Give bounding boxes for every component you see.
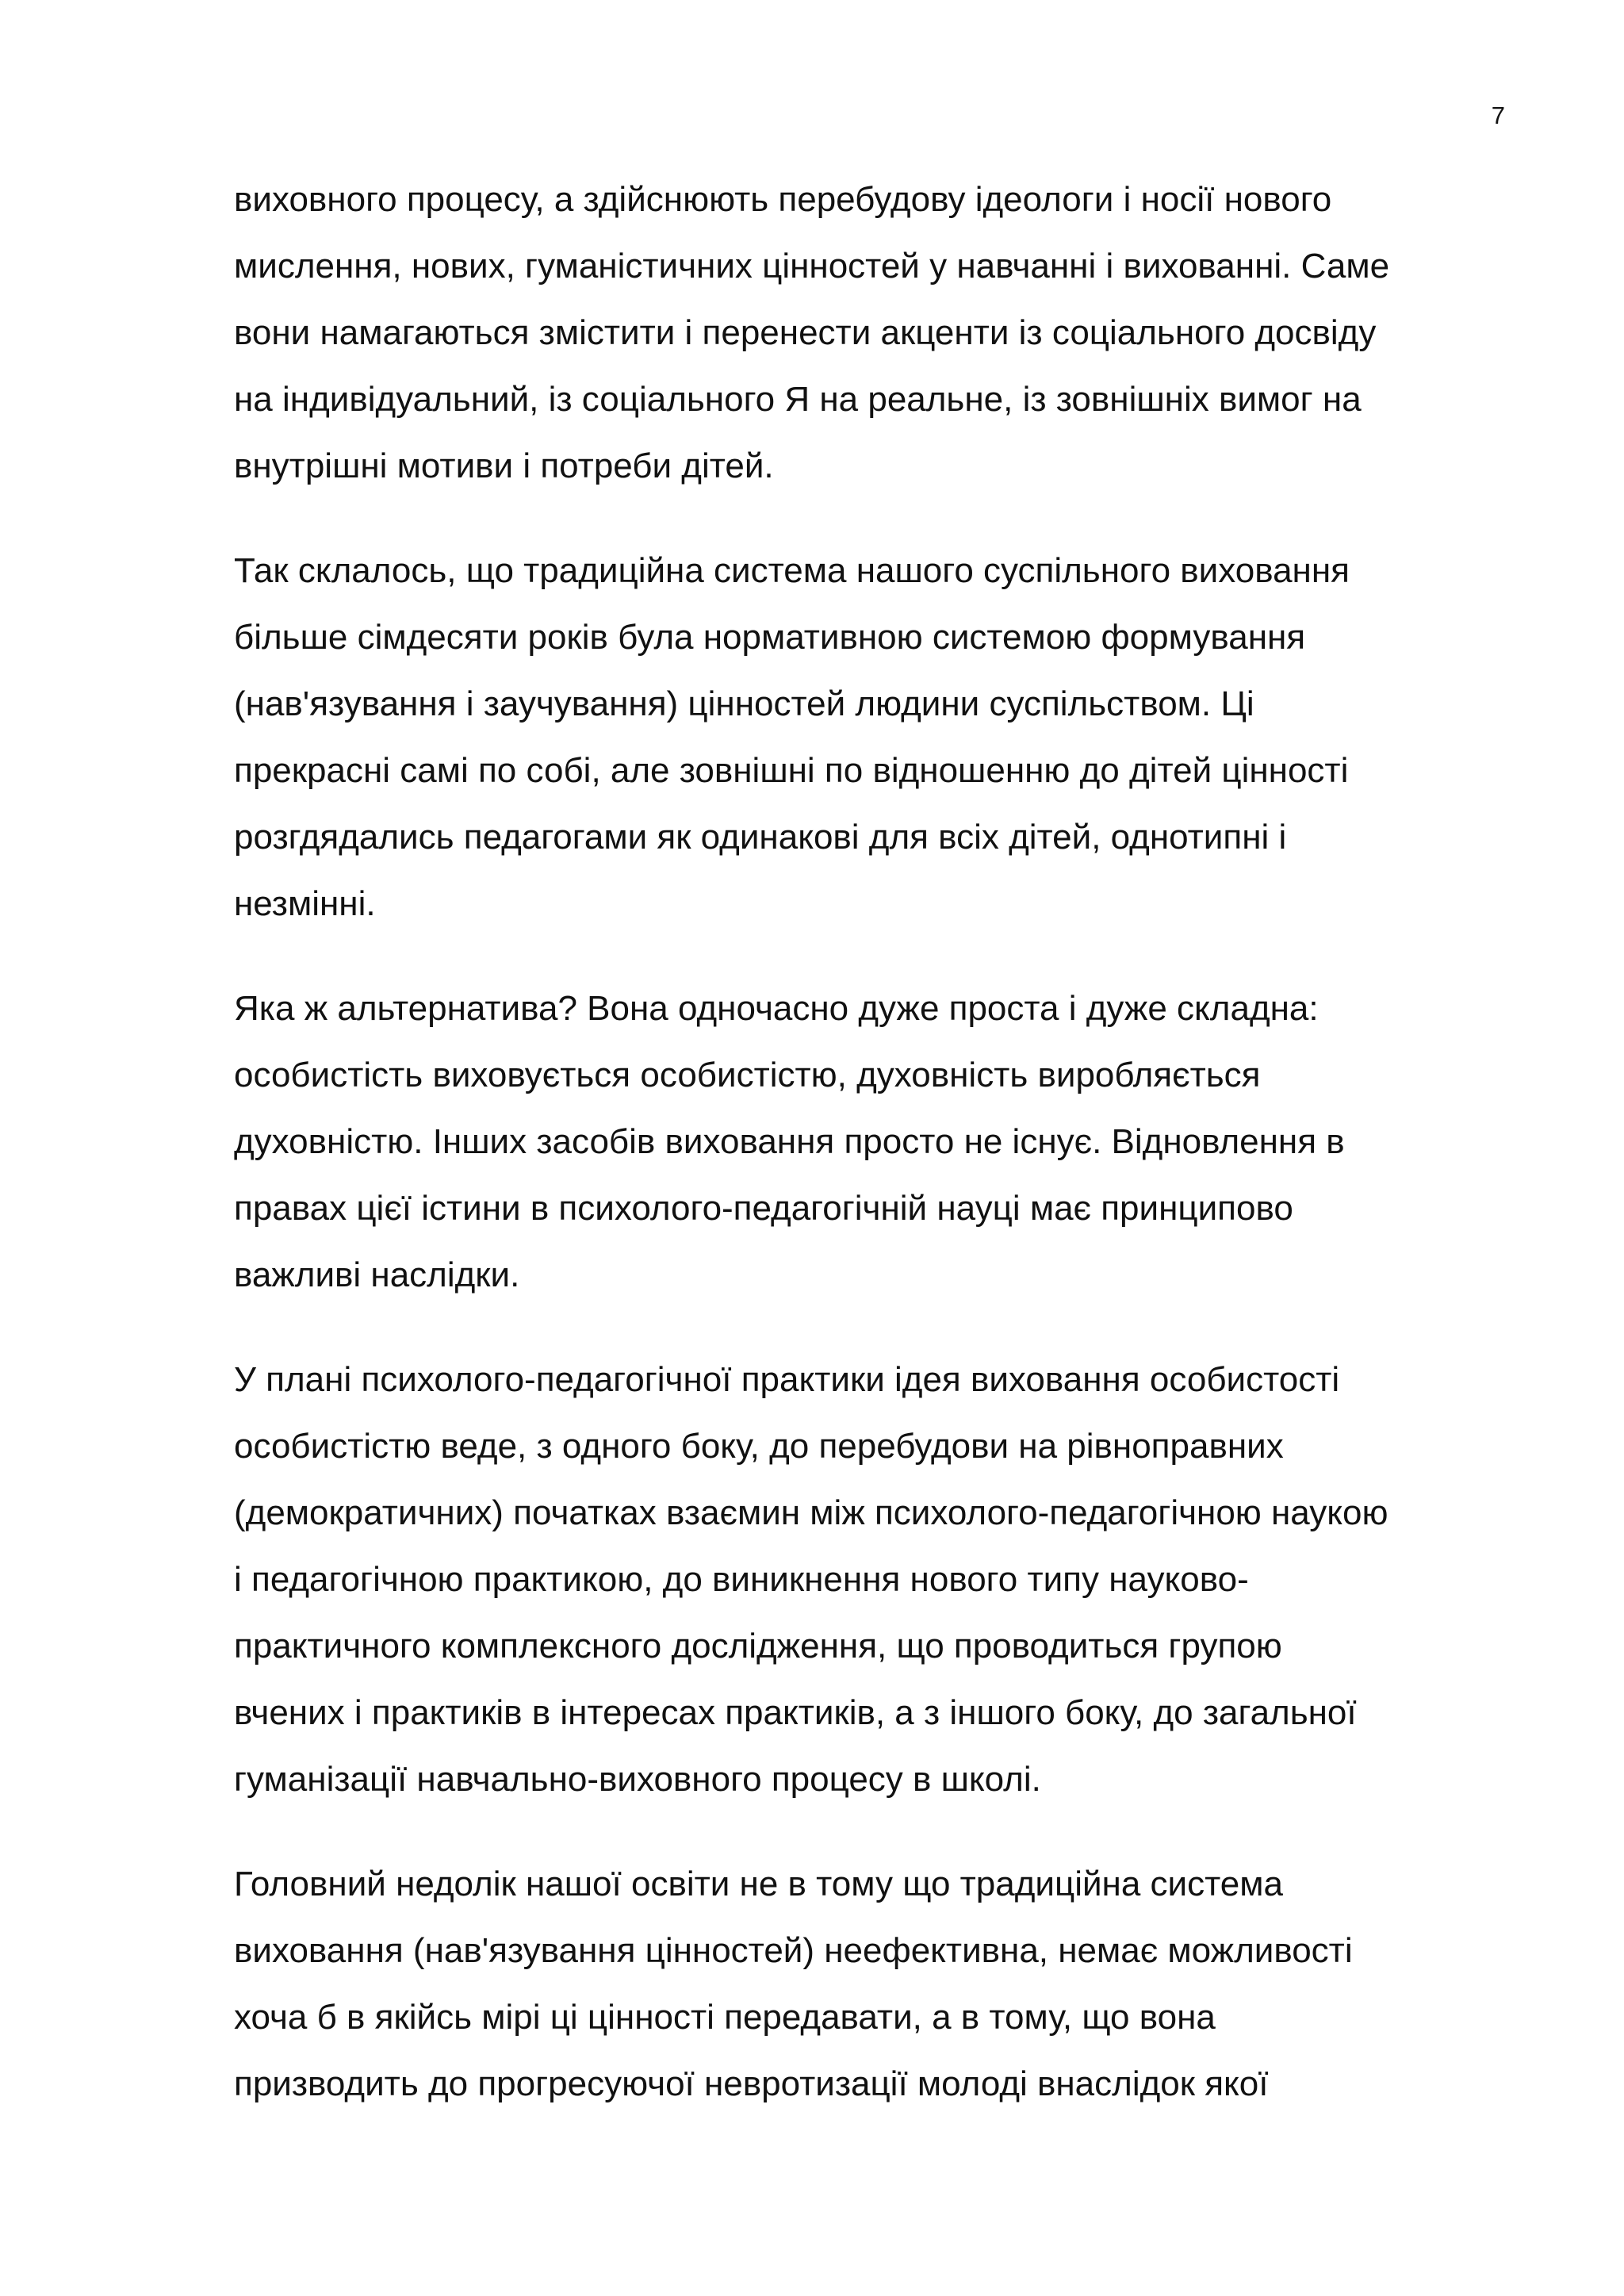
text-line: (нав'язування і заучування) цінностей людини суспільством. Ці: [234, 684, 1254, 723]
text-line: незмінні.: [234, 884, 376, 923]
page-number: 7: [1491, 102, 1505, 129]
text-line: Яка ж альтернатива? Вона одночасно дуже проста і дуже складна:: [234, 989, 1319, 1028]
text-line: внутрішні мотиви і потреби дітей.: [234, 447, 774, 485]
paragraph-5: [234, 1851, 1519, 2118]
text-line: на індивідуальний, із соціального Я на реальне, із зовнішніх вимог на: [234, 380, 1362, 419]
text-line: Так склалось, що традиційна система нашого суспільного виховання: [234, 551, 1350, 590]
text-line: виховання (нав'язування цінностей) неефективна, немає можливості: [234, 1931, 1353, 1970]
paragraph-2: [234, 538, 1519, 937]
body-text: [234, 167, 1519, 2156]
paragraph-3: [234, 976, 1519, 1309]
text-line: духовністю. Інших засобів виховання просто не існує. Відновлення в: [234, 1122, 1345, 1161]
text-line: розгдядались педагогами як одинакові для всіх дітей, однотипні і: [234, 818, 1287, 857]
text-line: вчених і практиків в інтересах практиків, а з іншого боку, до загальної: [234, 1693, 1357, 1732]
text-line: хоча б в якійсь мірі ці цінності передавати, а в тому, що вона: [234, 1998, 1216, 2037]
text-line: і педагогічною практикою, до виникнення нового типу науково-: [234, 1560, 1249, 1599]
text-line: гуманізації навчально-виховного процесу в школі.: [234, 1760, 1041, 1799]
text-line: особистістю веде, з одного боку, до перебудови на рівноправних: [234, 1427, 1284, 1466]
paragraph-4: [234, 1347, 1519, 1813]
text-line: правах цієї істини в психолого-педагогічній науці має принципово: [234, 1189, 1293, 1228]
text-line: практичного комплексного дослідження, що проводиться групою: [234, 1627, 1282, 1665]
text-line: прекрасні самі по собі, але зовнішні по відношенню до дітей цінності: [234, 751, 1349, 790]
text-line: більше сімдесяти років була нормативною системою формування: [234, 618, 1306, 657]
text-line: особистість виховується особистістю, духовність виробляється: [234, 1056, 1261, 1094]
text-line: мислення, нових, гуманістичних цінностей у навчанні і вихованні. Саме: [234, 247, 1390, 286]
text-line: призводить до прогресуючої невротизації молоді внаслідок якої: [234, 2064, 1269, 2103]
text-line: важливі наслідки.: [234, 1255, 520, 1294]
text-line: виховного процесу, а здійснюють перебудову ідеологи і носії нового: [234, 180, 1332, 219]
text-line: У плані психолого-педагогічної практики ідея виховання особистості: [234, 1360, 1340, 1399]
paragraph-1: [234, 167, 1519, 500]
text-line: (демократичних) початках взаємин між психолого-педагогічною наукою: [234, 1493, 1388, 1532]
text-line: Головний недолік нашої освіти не в тому що традиційна система: [234, 1865, 1283, 1903]
text-line: вони намагаються змістити і перенести акценти із соціального досвіду: [234, 313, 1377, 352]
